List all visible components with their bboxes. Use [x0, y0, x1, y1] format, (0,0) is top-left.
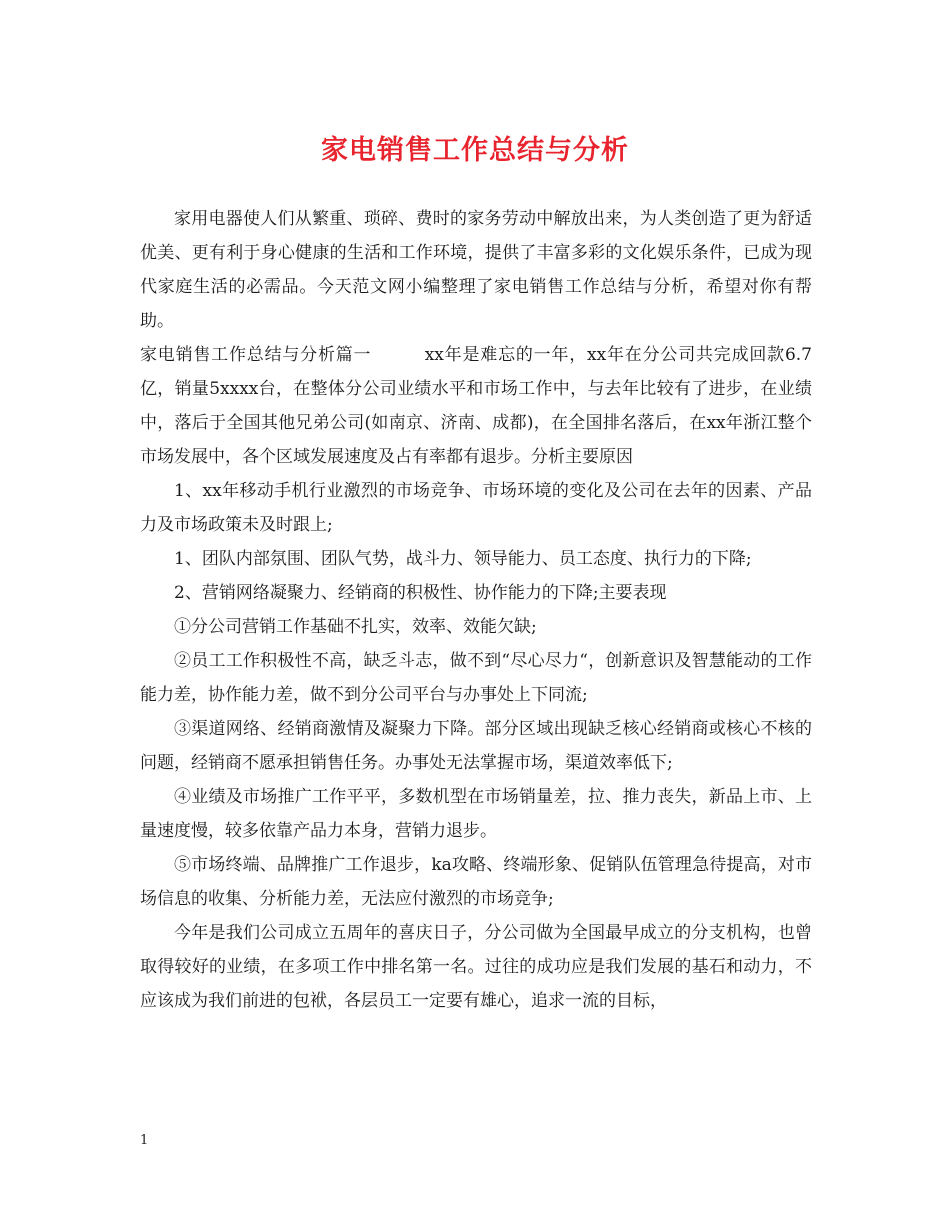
paragraph-conclusion: 今年是我们公司成立五周年的喜庆日子，分公司做为全国最早成立的分支机构，也曾取得较好的业绩，在多项工作中排名第一名。过往的成功应是我们发展的基石和动力，不应该成为我们前进的包袱，各层员工一定要有雄心，追求一流的目标， [140, 923, 812, 1011]
paragraph-intro: 家用电器使人们从繁重、琐碎、费时的家务劳动中解放出来，为人类创造了更为舒适优美、更有利于身心健康的生活和工作环境，提供了丰富多彩的文化娱乐条件，已成为现代家庭生活的必需品。今天范文网小编整理了家电销售工作总结与分析，希望对你有帮助。 [140, 209, 812, 331]
paragraph-point-1: ①分公司营销工作基础不扎实，效率、效能欠缺; [174, 617, 537, 637]
paragraph-cause-team: 1、团队内部氛围、团队气势，战斗力、领导能力、员工态度、执行力的下降; [174, 549, 752, 569]
page-number: 1 [140, 1133, 149, 1148]
paragraph-point-2: ②员工工作积极性不高，缺乏斗志，做不到“尽心尽力“，创新意识及智慧能动的工作能力差，协作能力差，做不到分公司平台与办事处上下同流; [140, 651, 812, 705]
paragraph-cause-1: 1、xx年移动手机行业激烈的市场竞争、市场环境的变化及公司在去年的因素、产品力及市场政策未及时跟上; [140, 481, 812, 535]
paragraph-section-one: 家电销售工作总结与分析篇一 xx年是难忘的一年，xx年在分公司共完成回款6.7亿，销量5xxxx台，在整体分公司业绩水平和市场工作中，与去年比较有了进步，在业绩中，落后于全国其他兄弟公司(如南京、济南、成都)，在全国排名落后，在xx年浙江整个市场发展中，各个区域发展速度及占有率都有退步。分析主要原因 [140, 345, 812, 467]
document-title: 家电销售工作总结与分析 [321, 135, 629, 166]
paragraph-point-5: ⑤市场终端、品牌推广工作退步，ka攻略、终端形象、促销队伍管理急待提高，对市场信息的收集、分析能力差，无法应付激烈的市场竞争; [140, 855, 812, 909]
document-body [140, 202, 812, 1018]
paragraph-point-4: ④业绩及市场推广工作平平，多数机型在市场销量差，拉、推力丧失，新品上市、上量速度慢，较多依靠产品力本身，营销力退步。 [140, 787, 812, 841]
paragraph-cause-network: 2、营销网络凝聚力、经销商的积极性、协作能力的下降;主要表现 [174, 583, 667, 603]
paragraph-point-3: ③渠道网络、经销商激情及凝聚力下降。部分区域出现缺乏核心经销商或核心不核的问题，经销商不愿承担销售任务。办事处无法掌握市场，渠道效率低下; [140, 719, 812, 773]
